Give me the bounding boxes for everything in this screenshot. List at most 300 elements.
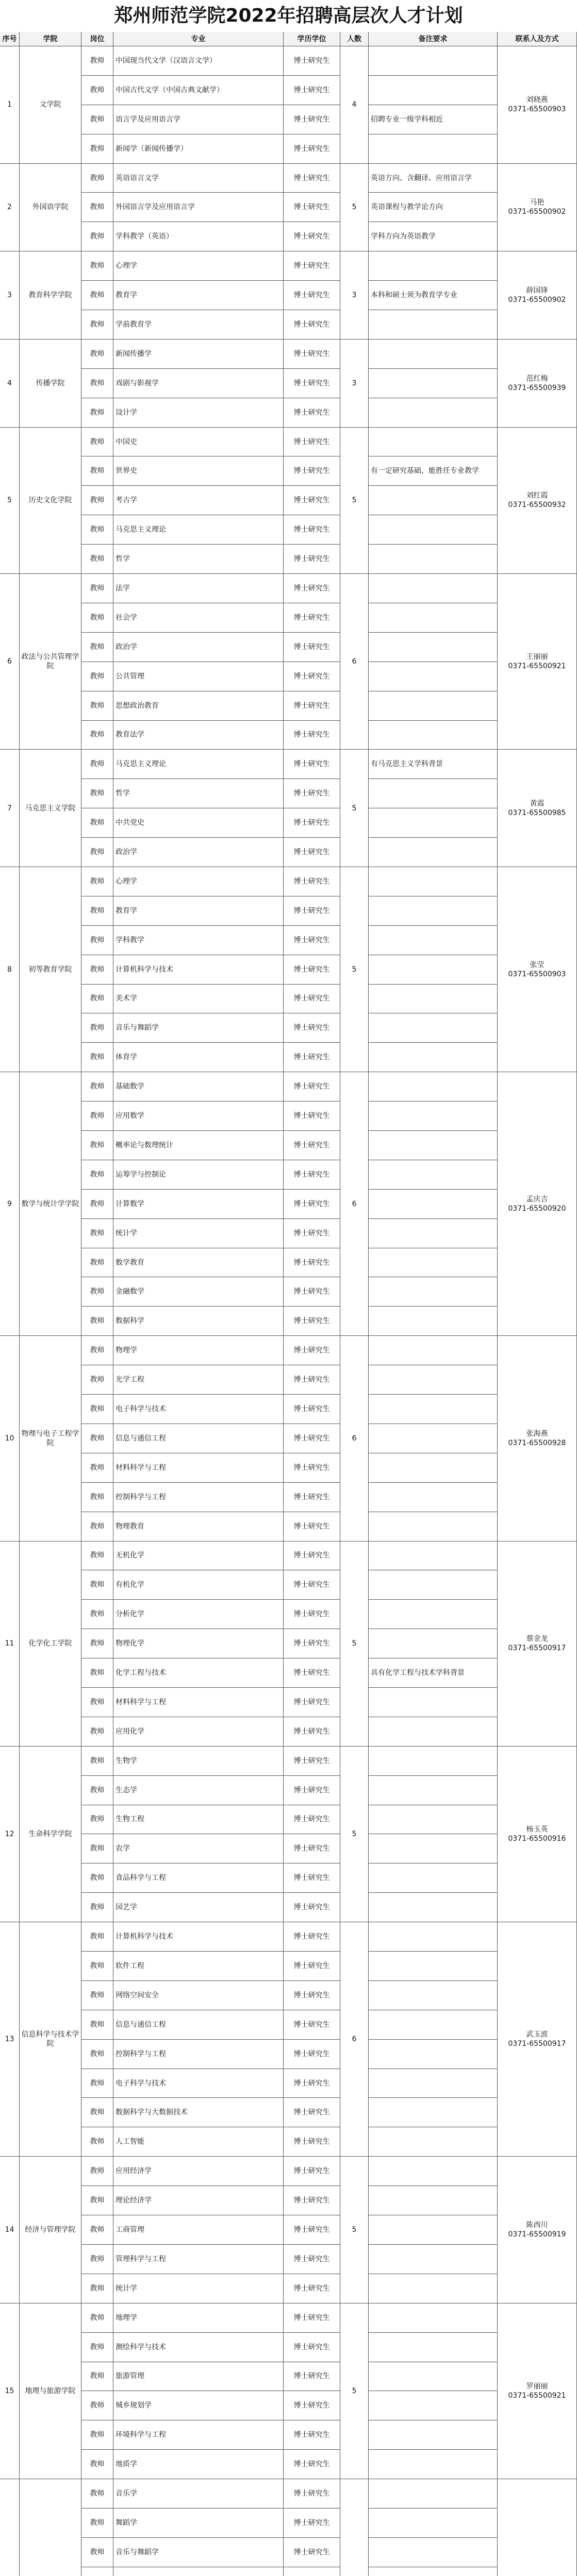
headcount-cell: 3 bbox=[340, 251, 369, 340]
major-cell: 旅游管理 bbox=[113, 2362, 284, 2392]
degree-cell: 博士研究生 bbox=[284, 926, 340, 955]
table-row bbox=[0, 1043, 577, 1072]
degree-cell: 博士研究生 bbox=[284, 691, 340, 721]
table-row bbox=[0, 2274, 577, 2303]
post-cell: 教师 bbox=[81, 2362, 113, 2392]
post-cell: 教师 bbox=[81, 281, 113, 310]
remark-cell bbox=[369, 1688, 498, 1717]
post-cell: 教师 bbox=[81, 340, 113, 369]
headcount-cell: 5 bbox=[340, 867, 369, 1072]
post-cell: 教师 bbox=[81, 1072, 113, 1101]
table-row bbox=[0, 1747, 577, 1776]
table-row bbox=[0, 2303, 577, 2333]
major-cell: 计算数学 bbox=[113, 1190, 284, 1219]
table-row bbox=[0, 1952, 577, 1981]
degree-cell: 博士研究生 bbox=[284, 515, 340, 545]
post-cell: 教师 bbox=[81, 2157, 113, 2186]
major-cell: 新闻传播学 bbox=[113, 340, 284, 369]
major-cell: 美术学 bbox=[113, 985, 284, 1014]
major-cell: 中国史 bbox=[113, 428, 284, 457]
major-cell: 法学 bbox=[113, 574, 284, 603]
table-row bbox=[0, 2186, 577, 2215]
post-cell: 教师 bbox=[81, 1013, 113, 1043]
remark-cell bbox=[369, 603, 498, 633]
header-cell: 备注要求 bbox=[369, 32, 498, 46]
major-cell: 城乡规划学 bbox=[113, 2391, 284, 2420]
contact-cell: 张莹 0371-65500903 bbox=[498, 867, 577, 1072]
table-row bbox=[0, 808, 577, 838]
row-number: 6 bbox=[0, 574, 20, 750]
table-row bbox=[0, 46, 577, 76]
table-row bbox=[0, 1072, 577, 1101]
remark-cell: 有一定研究基础，能胜任专业教学 bbox=[369, 456, 498, 486]
remark-cell bbox=[369, 955, 498, 985]
degree-cell: 博士研究生 bbox=[284, 750, 340, 779]
remark-cell bbox=[369, 1013, 498, 1043]
post-cell: 教师 bbox=[81, 1776, 113, 1805]
table-row bbox=[0, 1190, 577, 1219]
degree-cell: 博士研究生 bbox=[284, 428, 340, 457]
remark-cell bbox=[369, 515, 498, 545]
remark-cell bbox=[369, 2538, 498, 2567]
contact-cell: 马艳 0371-65500902 bbox=[498, 164, 577, 252]
degree-cell: 博士研究生 bbox=[284, 867, 340, 896]
remark-cell bbox=[369, 2303, 498, 2333]
remark-cell bbox=[369, 1805, 498, 1835]
remark-cell bbox=[369, 1893, 498, 1922]
row-number: 13 bbox=[0, 1922, 20, 2157]
major-cell: 新闻学（新闻传播学） bbox=[113, 134, 284, 164]
row-number: 14 bbox=[0, 2157, 20, 2303]
post-cell: 教师 bbox=[81, 1190, 113, 1219]
remark-cell bbox=[369, 779, 498, 808]
college-name: 生命科学学院 bbox=[20, 1747, 81, 1922]
degree-cell: 博士研究生 bbox=[284, 1190, 340, 1219]
remark-cell bbox=[369, 2040, 498, 2069]
post-cell: 教师 bbox=[81, 2069, 113, 2098]
major-cell: 学前教育学 bbox=[113, 310, 284, 340]
table-row bbox=[0, 1629, 577, 1658]
row-number: 4 bbox=[0, 340, 20, 428]
major-cell: 有机化学 bbox=[113, 1570, 284, 1600]
college-name bbox=[20, 2479, 81, 2576]
degree-cell: 博士研究生 bbox=[284, 1922, 340, 1952]
headcount-cell: 5 bbox=[340, 1541, 369, 1747]
remark-cell: 本科和硕士须为教育学专业 bbox=[369, 281, 498, 310]
major-cell: 信息与通信工程 bbox=[113, 1424, 284, 1453]
post-cell: 教师 bbox=[81, 1395, 113, 1424]
major-cell: 哲学 bbox=[113, 545, 284, 574]
college-name: 马克思主义学院 bbox=[20, 750, 81, 867]
table-row bbox=[0, 1717, 577, 1747]
remark-cell bbox=[369, 633, 498, 662]
table-row bbox=[0, 428, 577, 457]
table-row bbox=[0, 2479, 577, 2509]
table-row bbox=[0, 1893, 577, 1922]
table-row bbox=[0, 1512, 577, 1541]
college-name: 传播学院 bbox=[20, 340, 81, 428]
post-cell: 教师 bbox=[81, 1952, 113, 1981]
contact-cell: 孟庆吉 0371-65500920 bbox=[498, 1072, 577, 1336]
post-cell: 教师 bbox=[81, 1512, 113, 1541]
remark-cell bbox=[369, 2567, 498, 2576]
table-row bbox=[0, 1307, 577, 1336]
post-cell: 教师 bbox=[81, 603, 113, 633]
post-cell: 教师 bbox=[81, 1336, 113, 1365]
remark-cell bbox=[369, 2157, 498, 2186]
post-cell: 教师 bbox=[81, 193, 113, 222]
major-cell: 园艺学 bbox=[113, 1893, 284, 1922]
degree-cell: 博士研究生 bbox=[284, 1629, 340, 1658]
major-cell: 统计学 bbox=[113, 1219, 284, 1248]
post-cell: 教师 bbox=[81, 2186, 113, 2215]
table-row bbox=[0, 222, 577, 251]
major-cell: 语言学及应用语言学 bbox=[113, 105, 284, 134]
major-cell: 数据科学 bbox=[113, 1307, 284, 1336]
degree-cell: 博士研究生 bbox=[284, 808, 340, 838]
major-cell: 计算机科学与技术 bbox=[113, 1922, 284, 1952]
table-row bbox=[0, 574, 577, 603]
college-name: 化学化工学院 bbox=[20, 1541, 81, 1747]
remark-cell: 英语方向、含翻译、应用语言学 bbox=[369, 164, 498, 193]
degree-cell: 博士研究生 bbox=[284, 1483, 340, 1512]
remark-cell bbox=[369, 2274, 498, 2303]
major-cell: 环境科学与工程 bbox=[113, 2420, 284, 2450]
major-cell: 测绘科学与技术 bbox=[113, 2333, 284, 2362]
degree-cell: 博士研究生 bbox=[284, 1453, 340, 1483]
post-cell: 教师 bbox=[81, 808, 113, 838]
remark-cell bbox=[369, 1981, 498, 2010]
degree-cell: 博士研究生 bbox=[284, 486, 340, 515]
major-cell: 中国现当代文学（汉语言文学） bbox=[113, 46, 284, 76]
degree-cell: 博士研究生 bbox=[284, 2245, 340, 2274]
row-number: 8 bbox=[0, 867, 20, 1072]
degree-cell: 博士研究生 bbox=[284, 1365, 340, 1395]
table-row bbox=[0, 515, 577, 545]
remark-cell: 有马克思主义学科背景 bbox=[369, 750, 498, 779]
headcount-cell: 5 bbox=[340, 2303, 369, 2479]
major-cell: 数学教育 bbox=[113, 1248, 284, 1278]
remark-cell bbox=[369, 574, 498, 603]
post-cell: 教师 bbox=[81, 1541, 113, 1571]
table-row bbox=[0, 105, 577, 134]
table-row bbox=[0, 867, 577, 896]
major-cell: 体育学 bbox=[113, 1043, 284, 1072]
remark-cell: 具有化学工程与技术学科背景 bbox=[369, 1658, 498, 1688]
post-cell: 教师 bbox=[81, 222, 113, 251]
headcount-cell: 5 bbox=[340, 428, 369, 574]
table-row bbox=[0, 2538, 577, 2567]
row-number: 1 bbox=[0, 46, 20, 164]
post-cell bbox=[81, 2567, 113, 2576]
post-cell: 教师 bbox=[81, 2450, 113, 2479]
post-cell: 教师 bbox=[81, 1600, 113, 1629]
remark-cell bbox=[369, 926, 498, 955]
table-row bbox=[0, 2157, 577, 2186]
college-name: 文学院 bbox=[20, 46, 81, 164]
contact-cell bbox=[498, 2479, 577, 2576]
degree-cell: 博士研究生 bbox=[284, 955, 340, 985]
major-cell: 物理教育 bbox=[113, 1512, 284, 1541]
degree-cell: 博士研究生 bbox=[284, 134, 340, 164]
post-cell: 教师 bbox=[81, 1629, 113, 1658]
major-cell: 统计学 bbox=[113, 2274, 284, 2303]
table-row bbox=[0, 1600, 577, 1629]
post-cell: 教师 bbox=[81, 1307, 113, 1336]
degree-cell: 博士研究生 bbox=[284, 1541, 340, 1571]
major-cell: 英语语言文学 bbox=[113, 164, 284, 193]
post-cell: 教师 bbox=[81, 750, 113, 779]
table-row bbox=[0, 2567, 577, 2576]
remark-cell bbox=[369, 1512, 498, 1541]
degree-cell: 博士研究生 bbox=[284, 340, 340, 369]
major-cell: 人工智能 bbox=[113, 2127, 284, 2157]
remark-cell bbox=[369, 838, 498, 867]
degree-cell: 博士研究生 bbox=[284, 2479, 340, 2509]
remark-cell bbox=[369, 1307, 498, 1336]
table-row bbox=[0, 1101, 577, 1131]
table-row bbox=[0, 2215, 577, 2245]
table-row bbox=[0, 2420, 577, 2450]
headcount-cell: 4 bbox=[340, 46, 369, 164]
table-row bbox=[0, 1013, 577, 1043]
remark-cell bbox=[369, 428, 498, 457]
degree-cell: 博士研究生 bbox=[284, 164, 340, 193]
degree-cell: 博士研究生 bbox=[284, 456, 340, 486]
college-name: 历史文化学院 bbox=[20, 428, 81, 574]
major-cell: 公共管理 bbox=[113, 662, 284, 691]
remark-cell bbox=[369, 486, 498, 515]
degree-cell: 博士研究生 bbox=[284, 1160, 340, 1190]
headcount-cell: 6 bbox=[340, 1072, 369, 1336]
remark-cell bbox=[369, 2362, 498, 2392]
remark-cell bbox=[369, 1952, 498, 1981]
table-row bbox=[0, 2069, 577, 2098]
degree-cell: 博士研究生 bbox=[284, 1747, 340, 1776]
major-cell: 数据科学与大数据技术 bbox=[113, 2098, 284, 2127]
contact-cell: 王丽丽 0371-65500921 bbox=[498, 574, 577, 750]
post-cell: 教师 bbox=[81, 1483, 113, 1512]
table-row bbox=[0, 2040, 577, 2069]
degree-cell: 博士研究生 bbox=[284, 1248, 340, 1278]
post-cell: 教师 bbox=[81, 1834, 113, 1863]
degree-cell: 博士研究生 bbox=[284, 2420, 340, 2450]
table-row bbox=[0, 2098, 577, 2127]
row-number bbox=[0, 2479, 20, 2576]
degree-cell: 博士研究生 bbox=[284, 369, 340, 398]
remark-cell bbox=[369, 1190, 498, 1219]
degree-cell: 博士研究生 bbox=[284, 193, 340, 222]
post-cell: 教师 bbox=[81, 1365, 113, 1395]
degree-cell: 博士研究生 bbox=[284, 721, 340, 750]
post-cell: 教师 bbox=[81, 1717, 113, 1747]
degree-cell: 博士研究生 bbox=[284, 2186, 340, 2215]
major-cell: 戏剧与影视学 bbox=[113, 369, 284, 398]
major-cell: 教育学 bbox=[113, 281, 284, 310]
remark-cell bbox=[369, 2420, 498, 2450]
major-cell: 音乐学 bbox=[113, 2479, 284, 2509]
post-cell: 教师 bbox=[81, 486, 113, 515]
degree-cell: 博士研究生 bbox=[284, 2274, 340, 2303]
table-row bbox=[0, 1834, 577, 1863]
degree-cell: 博士研究生 bbox=[284, 1688, 340, 1717]
degree-cell: 博士研究生 bbox=[284, 2538, 340, 2567]
remark-cell bbox=[369, 867, 498, 896]
post-cell: 教师 bbox=[81, 2538, 113, 2567]
remark-cell bbox=[369, 1863, 498, 1893]
major-cell bbox=[113, 2567, 284, 2576]
remark-cell bbox=[369, 662, 498, 691]
table-row bbox=[0, 164, 577, 193]
remark-cell bbox=[369, 2245, 498, 2274]
table-row bbox=[0, 1658, 577, 1688]
remark-cell bbox=[369, 2333, 498, 2362]
post-cell: 教师 bbox=[81, 985, 113, 1014]
row-number: 2 bbox=[0, 164, 20, 252]
table-row bbox=[0, 838, 577, 867]
row-number: 11 bbox=[0, 1541, 20, 1747]
contact-cell: 黄霞 0371-65500985 bbox=[498, 750, 577, 867]
table-row bbox=[0, 1453, 577, 1483]
post-cell: 教师 bbox=[81, 2509, 113, 2538]
post-cell: 教师 bbox=[81, 926, 113, 955]
table-row bbox=[0, 486, 577, 515]
major-cell: 音乐与舞蹈学 bbox=[113, 1013, 284, 1043]
remark-cell bbox=[369, 1248, 498, 1278]
contact-cell: 武玉波 0371-65500917 bbox=[498, 1922, 577, 2157]
post-cell: 教师 bbox=[81, 1277, 113, 1307]
degree-cell: 博士研究生 bbox=[284, 2215, 340, 2245]
post-cell: 教师 bbox=[81, 545, 113, 574]
contact-cell: 罗丽丽 0371-65500921 bbox=[498, 2303, 577, 2479]
degree-cell: 博士研究生 bbox=[284, 662, 340, 691]
college-name: 经济与管理学院 bbox=[20, 2157, 81, 2303]
major-cell: 材料科学与工程 bbox=[113, 1688, 284, 1717]
college-name: 信息科学与技术学院 bbox=[20, 1922, 81, 2157]
page-title: 郑州师范学院2022年招聘高层次人才计划 bbox=[114, 5, 463, 26]
table-row bbox=[0, 1395, 577, 1424]
remark-cell bbox=[369, 46, 498, 76]
major-cell: 信息与通信工程 bbox=[113, 2010, 284, 2040]
major-cell: 考古学 bbox=[113, 486, 284, 515]
post-cell: 教师 bbox=[81, 398, 113, 428]
major-cell: 教育法学 bbox=[113, 721, 284, 750]
post-cell: 教师 bbox=[81, 633, 113, 662]
table-row bbox=[0, 2333, 577, 2362]
major-cell: 生态学 bbox=[113, 1776, 284, 1805]
major-cell: 运筹学与控制论 bbox=[113, 1160, 284, 1190]
college-name: 教育科学学院 bbox=[20, 251, 81, 340]
remark-cell bbox=[369, 691, 498, 721]
degree-cell: 博士研究生 bbox=[284, 1043, 340, 1072]
post-cell: 教师 bbox=[81, 574, 113, 603]
degree-cell: 博士研究生 bbox=[284, 1776, 340, 1805]
post-cell: 教师 bbox=[81, 1424, 113, 1453]
post-cell: 教师 bbox=[81, 515, 113, 545]
major-cell: 学科教学（英语） bbox=[113, 222, 284, 251]
major-cell: 网络空间安全 bbox=[113, 1981, 284, 2010]
major-cell: 化学工程与技术 bbox=[113, 1658, 284, 1688]
header-cell: 专业 bbox=[113, 32, 284, 46]
remark-cell bbox=[369, 251, 498, 281]
post-cell: 教师 bbox=[81, 1131, 113, 1160]
row-number: 7 bbox=[0, 750, 20, 867]
major-cell: 心理学 bbox=[113, 251, 284, 281]
remark-cell bbox=[369, 1277, 498, 1307]
major-cell: 应用化学 bbox=[113, 1717, 284, 1747]
college-name: 外国语学院 bbox=[20, 164, 81, 252]
post-cell: 教师 bbox=[81, 867, 113, 896]
post-cell: 教师 bbox=[81, 1688, 113, 1717]
major-cell: 设计学 bbox=[113, 398, 284, 428]
major-cell: 心理学 bbox=[113, 867, 284, 896]
post-cell: 教师 bbox=[81, 46, 113, 76]
post-cell: 教师 bbox=[81, 1863, 113, 1893]
table-row bbox=[0, 691, 577, 721]
remark-cell bbox=[369, 2391, 498, 2420]
table-row bbox=[0, 1424, 577, 1453]
remark-cell bbox=[369, 1600, 498, 1629]
remark-cell bbox=[369, 369, 498, 398]
degree-cell: 博士研究生 bbox=[284, 1863, 340, 1893]
contact-cell: 刘红霞 0371-65500932 bbox=[498, 428, 577, 574]
table-row bbox=[0, 985, 577, 1014]
table-row bbox=[0, 1160, 577, 1190]
remark-cell bbox=[369, 1336, 498, 1365]
degree-cell: 博士研究生 bbox=[284, 603, 340, 633]
table-row bbox=[0, 1248, 577, 1278]
degree-cell: 博士研究生 bbox=[284, 1600, 340, 1629]
remark-cell bbox=[369, 1629, 498, 1658]
major-cell: 生物工程 bbox=[113, 1805, 284, 1835]
table-row bbox=[0, 603, 577, 633]
major-cell: 基础数学 bbox=[113, 1072, 284, 1101]
remark-cell bbox=[369, 2450, 498, 2479]
table-row bbox=[0, 545, 577, 574]
major-cell: 中国古代文学（中国古典文献学） bbox=[113, 76, 284, 105]
degree-cell: 博士研究生 bbox=[284, 1893, 340, 1922]
header-cell: 学历学位 bbox=[284, 32, 340, 46]
degree-cell: 博士研究生 bbox=[284, 2362, 340, 2392]
major-cell: 学科教学 bbox=[113, 926, 284, 955]
post-cell: 教师 bbox=[81, 369, 113, 398]
major-cell: 应用经济学 bbox=[113, 2157, 284, 2186]
row-number: 9 bbox=[0, 1072, 20, 1336]
remark-cell: 学科方向为英语教学 bbox=[369, 222, 498, 251]
post-cell: 教师 bbox=[81, 1248, 113, 1278]
post-cell: 教师 bbox=[81, 2479, 113, 2509]
remark-cell bbox=[369, 2098, 498, 2127]
remark-cell bbox=[369, 2479, 498, 2509]
table-row bbox=[0, 721, 577, 750]
major-cell: 控制科学与工程 bbox=[113, 1483, 284, 1512]
post-cell: 教师 bbox=[81, 2040, 113, 2069]
post-cell: 教师 bbox=[81, 1981, 113, 2010]
major-cell: 材料科学与工程 bbox=[113, 1453, 284, 1483]
degree-cell: 博士研究生 bbox=[284, 1072, 340, 1101]
degree-cell: 博士研究生 bbox=[284, 1219, 340, 1248]
contact-cell: 刘晓燕 0371-65500903 bbox=[498, 46, 577, 164]
post-cell: 教师 bbox=[81, 2391, 113, 2420]
post-cell: 教师 bbox=[81, 1805, 113, 1835]
post-cell: 教师 bbox=[81, 2274, 113, 2303]
degree-cell: 博士研究生 bbox=[284, 2098, 340, 2127]
table-row bbox=[0, 779, 577, 808]
remark-cell bbox=[369, 985, 498, 1014]
major-cell: 思想政治教育 bbox=[113, 691, 284, 721]
remark-cell bbox=[369, 2069, 498, 2098]
post-cell: 教师 bbox=[81, 2127, 113, 2157]
